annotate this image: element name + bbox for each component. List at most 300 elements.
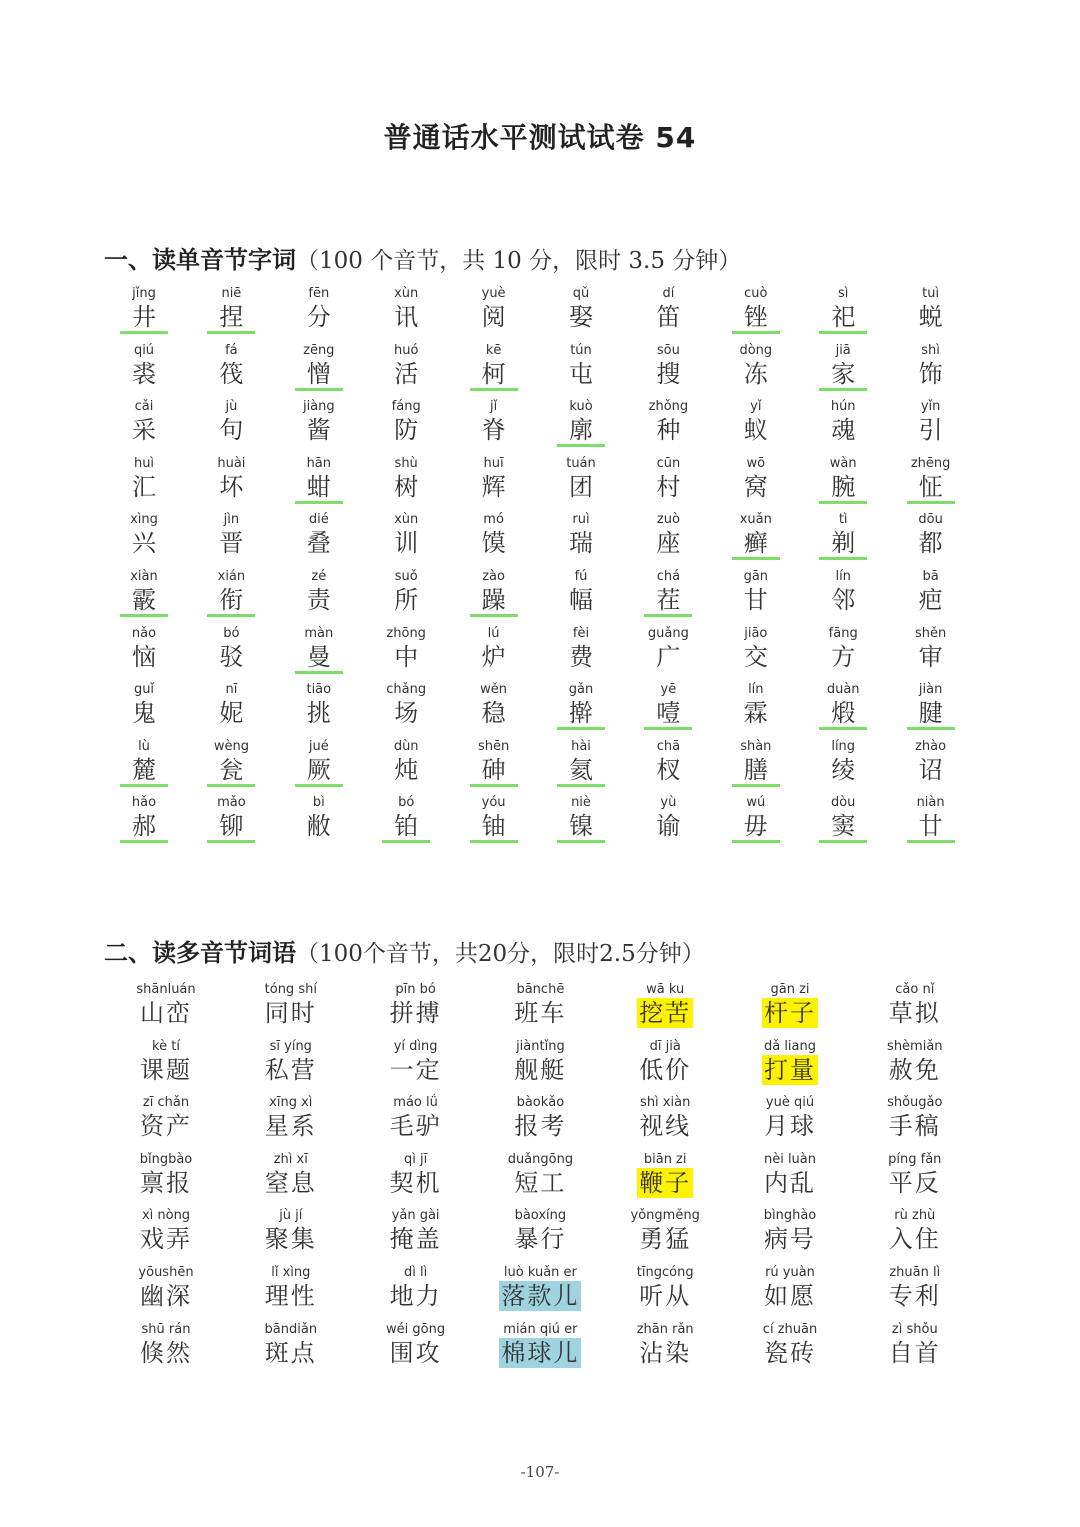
hanzi: 饰 — [918, 359, 943, 388]
hanzi: 膳 — [743, 755, 768, 784]
pinyin: shēn — [477, 738, 510, 754]
underline-mark — [907, 501, 955, 504]
table-row — [110, 1208, 990, 1265]
word-cell — [187, 343, 275, 389]
pinyin: shì xiàn — [640, 1095, 691, 1111]
pinyin: cūn — [656, 455, 681, 471]
word-cell — [537, 456, 625, 502]
hanzi: 霰 — [132, 585, 156, 614]
underline-mark — [732, 331, 780, 334]
pinyin: cǎi — [134, 399, 154, 415]
pinyin: tuì — [922, 286, 940, 301]
word: 报考 — [514, 1112, 567, 1141]
hanzi: 炖 — [394, 755, 419, 784]
word-cell — [624, 512, 712, 558]
word-cell — [360, 1322, 472, 1368]
underline-mark — [819, 727, 867, 730]
pinyin: sī yíng — [269, 1038, 312, 1054]
word-cell — [537, 626, 625, 672]
pinyin: shěn — [914, 625, 947, 641]
hanzi: 窦 — [831, 812, 856, 841]
hanzi: 铆 — [219, 812, 244, 841]
word-cell — [734, 982, 846, 1028]
pinyin: dì lì — [403, 1264, 428, 1280]
hanzi: 煅 — [831, 699, 856, 728]
word: 低价 — [639, 1055, 692, 1084]
table-row — [100, 626, 975, 683]
pinyin: kē — [485, 342, 502, 358]
pinyin: qǔ — [572, 286, 590, 301]
word-cell — [450, 456, 538, 502]
hanzi: 蚶 — [306, 472, 331, 501]
underline-mark — [732, 784, 780, 787]
hanzi: 晋 — [219, 529, 244, 558]
pinyin: nǎo — [131, 625, 157, 641]
pinyin: fāng — [828, 625, 858, 641]
underline-mark — [732, 557, 780, 560]
pinyin: yǎn gài — [391, 1208, 440, 1224]
pinyin: gǎn — [568, 682, 594, 698]
pinyin: xiàn — [130, 568, 158, 584]
pinyin: bā — [922, 568, 939, 584]
pinyin: bǐngbào — [139, 1151, 193, 1167]
pinyin: duǎngōng — [507, 1151, 574, 1167]
pinyin: yǐ — [750, 399, 762, 415]
pinyin: jù jí — [279, 1208, 303, 1224]
pinyin: zì shǒu — [891, 1321, 938, 1337]
word-cell — [624, 626, 712, 672]
hanzi: 蜕 — [918, 303, 943, 331]
pinyin: kuò — [569, 399, 593, 415]
pinyin: wěn — [480, 682, 508, 698]
word-cell — [100, 739, 188, 785]
word-cell — [887, 626, 975, 672]
hanzi: 癣 — [743, 529, 768, 558]
word: 沾染 — [639, 1338, 692, 1367]
word-cell — [235, 1322, 347, 1368]
word-cell — [484, 1265, 596, 1311]
word: 短工 — [514, 1168, 567, 1197]
pinyin: zhǒng — [648, 399, 689, 415]
hanzi: 引 — [918, 416, 943, 445]
hanzi: 方 — [831, 642, 856, 671]
word: 契机 — [389, 1168, 442, 1197]
word-cell — [712, 626, 800, 672]
page-number: -107- — [520, 1463, 560, 1481]
table-row — [110, 1322, 990, 1379]
word-cell — [859, 982, 971, 1028]
hanzi: 剃 — [831, 529, 856, 558]
hanzi: 中 — [394, 642, 419, 671]
word: 听从 — [639, 1281, 692, 1310]
word-cell — [450, 739, 538, 785]
word-cell — [100, 512, 188, 558]
hanzi: 娶 — [569, 303, 593, 331]
pinyin: rú yuàn — [765, 1264, 815, 1280]
hanzi: 种 — [656, 416, 681, 445]
pinyin: dùn — [393, 738, 419, 754]
pinyin: bānchē — [516, 982, 565, 997]
hanzi: 谕 — [656, 812, 681, 841]
pinyin: jǐ — [489, 399, 498, 415]
highlighted-word: 打量 — [764, 1055, 816, 1084]
word-cell — [235, 1039, 347, 1085]
pinyin: zé — [311, 568, 327, 584]
word-cell — [734, 1208, 846, 1254]
hanzi: 采 — [132, 416, 156, 445]
word: 草拟 — [888, 999, 941, 1027]
word-cell — [859, 1265, 971, 1311]
word-cell — [110, 1095, 222, 1141]
hanzi: 蚁 — [743, 416, 768, 445]
word-cell — [537, 569, 625, 615]
pinyin: sì — [837, 286, 849, 301]
pinyin: pīn bó — [395, 982, 436, 997]
word-cell — [624, 569, 712, 615]
hanzi: 训 — [394, 529, 419, 558]
word-cell — [110, 1265, 222, 1311]
pinyin: jǐng — [132, 286, 156, 301]
pinyin: fēn — [308, 286, 330, 301]
word-cell — [484, 1039, 596, 1085]
pinyin: xuǎn — [739, 512, 772, 528]
pinyin: jiā — [835, 342, 851, 358]
word-cell — [100, 343, 188, 389]
underline-mark — [207, 331, 255, 334]
underline-mark — [207, 784, 255, 787]
pinyin: niè — [571, 795, 591, 811]
pinyin: yuè — [481, 286, 506, 301]
pinyin: wú — [746, 795, 766, 811]
word: 幽深 — [140, 1281, 192, 1310]
word-cell — [734, 1265, 846, 1311]
pinyin: niàn — [916, 795, 945, 811]
pinyin: tì — [838, 512, 848, 528]
word: 赦免 — [888, 1055, 941, 1084]
word-cell — [187, 456, 275, 502]
word-cell — [799, 512, 887, 558]
pinyin: huī — [483, 455, 504, 471]
word-cell — [187, 286, 275, 332]
underline-mark — [819, 331, 867, 334]
pinyin: jiāo — [744, 625, 768, 641]
hanzi: 曼 — [306, 642, 331, 671]
hanzi: 搜 — [656, 359, 681, 388]
underline-mark — [295, 671, 343, 674]
underline-mark — [557, 840, 605, 843]
word-cell — [100, 399, 188, 445]
word: 瓷砖 — [764, 1338, 816, 1367]
word-cell — [859, 1322, 971, 1368]
word-cell — [537, 399, 625, 445]
word-cell — [734, 1322, 846, 1368]
word-cell — [799, 682, 887, 728]
pinyin: chā — [656, 738, 681, 754]
hanzi: 筏 — [219, 359, 244, 388]
pinyin: fú — [574, 568, 588, 584]
word-cell — [609, 982, 721, 1028]
word: 课题 — [140, 1055, 192, 1084]
hanzi: 责 — [306, 585, 331, 614]
pinyin: cǎo nǐ — [895, 982, 935, 997]
word-cell — [450, 569, 538, 615]
word-cell — [609, 1265, 721, 1311]
underline-mark — [295, 784, 343, 787]
hanzi: 防 — [394, 416, 419, 445]
highlighted-word: 落款儿 — [501, 1281, 580, 1310]
word-cell — [887, 739, 975, 785]
pinyin: hǎo — [131, 795, 157, 811]
hanzi: 柯 — [481, 359, 506, 388]
hanzi: 绫 — [831, 755, 856, 784]
pinyin: tiāo — [306, 682, 332, 698]
hanzi: 衔 — [219, 585, 244, 614]
word-cell — [187, 569, 275, 615]
word-cell — [450, 795, 538, 841]
hanzi: 炉 — [481, 642, 506, 671]
table-row — [110, 1265, 990, 1322]
word-cell — [275, 569, 363, 615]
hanzi: 分 — [306, 303, 331, 331]
hanzi: 井 — [132, 303, 156, 331]
hanzi: 麓 — [132, 755, 156, 784]
word-cell — [799, 456, 887, 502]
pinyin: shèmiǎn — [887, 1038, 943, 1054]
pinyin: shù — [394, 455, 418, 471]
hanzi: 捏 — [219, 303, 244, 331]
word-cell — [609, 1208, 721, 1254]
table-row — [110, 982, 990, 1039]
hanzi: 魂 — [831, 416, 856, 445]
pinyin: huó — [393, 342, 419, 358]
pinyin: wō — [746, 455, 766, 471]
hanzi: 汇 — [132, 472, 156, 501]
word: 理性 — [264, 1281, 317, 1310]
pinyin: lín — [748, 682, 764, 698]
pinyin: tóng shí — [264, 982, 317, 997]
word-cell — [537, 343, 625, 389]
pinyin: tīngcóng — [636, 1264, 694, 1280]
word-cell — [712, 739, 800, 785]
table-row — [100, 682, 975, 739]
word: 暴行 — [514, 1225, 567, 1254]
word-cell — [275, 512, 363, 558]
word-cell — [450, 286, 538, 332]
hanzi: 氦 — [569, 755, 593, 784]
word-cell — [887, 512, 975, 558]
pinyin: shàn — [740, 738, 772, 754]
hanzi: 瓮 — [219, 755, 244, 784]
word: 入住 — [888, 1225, 941, 1254]
pinyin: bàoxíng — [514, 1208, 567, 1224]
hanzi: 毋 — [743, 812, 768, 841]
word-cell — [275, 795, 363, 841]
hanzi: 窝 — [743, 472, 768, 501]
hanzi: 所 — [394, 585, 419, 614]
word-cell — [362, 343, 450, 389]
pinyin: rù zhù — [894, 1208, 936, 1224]
pinyin: gān — [743, 568, 769, 584]
hanzi: 腕 — [831, 472, 856, 501]
pinyin: yù — [660, 795, 677, 811]
word-cell — [362, 512, 450, 558]
pinyin: fáng — [391, 399, 421, 415]
word-cell — [624, 343, 712, 389]
underline-mark — [819, 388, 867, 391]
word-cell — [887, 286, 975, 332]
hanzi: 铀 — [481, 812, 506, 841]
word-cell — [110, 1322, 222, 1368]
pinyin: suǒ — [394, 568, 418, 584]
pinyin: xìng — [130, 512, 158, 528]
underline-mark — [819, 501, 867, 504]
pinyin: niē — [221, 286, 242, 301]
word: 毛驴 — [389, 1112, 442, 1141]
hanzi: 活 — [394, 359, 419, 388]
word-cell — [275, 739, 363, 785]
word-cell — [235, 1152, 347, 1198]
table-row — [100, 569, 975, 626]
word: 班车 — [514, 999, 567, 1027]
hanzi: 句 — [219, 416, 244, 445]
pinyin: lǐ xìng — [271, 1264, 311, 1280]
word: 自首 — [888, 1338, 941, 1367]
pinyin: qiú — [133, 342, 155, 358]
underline-mark — [470, 840, 518, 843]
pinyin: dí — [662, 286, 675, 301]
section-2-heading — [104, 933, 705, 968]
pinyin: kè tí — [152, 1038, 180, 1054]
pinyin: jù — [225, 399, 238, 415]
word-cell — [360, 1095, 472, 1141]
word-cell — [712, 456, 800, 502]
pinyin: xùn — [394, 512, 419, 528]
page-title: 普通话水平测试试卷 54 — [383, 121, 697, 154]
pinyin: dōu — [918, 512, 943, 528]
table-row — [110, 1152, 990, 1209]
pinyin: qì jī — [403, 1151, 428, 1167]
hanzi: 酱 — [306, 416, 331, 445]
word-cell — [450, 512, 538, 558]
pinyin: luò kuǎn er — [503, 1264, 577, 1280]
pinyin: guǐ — [133, 682, 155, 698]
hanzi: 噎 — [656, 699, 681, 728]
word-cell — [624, 682, 712, 728]
hanzi: 审 — [918, 642, 943, 671]
pinyin: màn — [304, 625, 334, 641]
word: 斑点 — [264, 1338, 317, 1367]
pinyin: zhōng — [386, 625, 426, 641]
word: 勇猛 — [639, 1225, 692, 1254]
word-cell — [362, 739, 450, 785]
word-cell — [799, 739, 887, 785]
word-cell — [624, 456, 712, 502]
word: 星系 — [264, 1112, 317, 1141]
word-cell — [360, 1152, 472, 1198]
pinyin: huài — [217, 455, 246, 471]
hanzi: 疤 — [918, 585, 943, 614]
pinyin: fá — [225, 342, 238, 358]
pinyin: dī jià — [649, 1038, 681, 1054]
pinyin: bàokǎo — [516, 1095, 565, 1111]
word: 地力 — [389, 1281, 442, 1310]
pinyin: shū rán — [141, 1321, 191, 1337]
pinyin: bó — [398, 795, 415, 811]
word-cell — [887, 795, 975, 841]
word-cell — [187, 399, 275, 445]
word-cell — [799, 569, 887, 615]
word-cell — [537, 739, 625, 785]
pinyin: jiàntǐng — [516, 1038, 565, 1054]
word: 私营 — [264, 1055, 317, 1084]
word-cell — [712, 682, 800, 728]
word-cell — [187, 739, 275, 785]
hanzi: 砷 — [481, 755, 506, 784]
pinyin: yǐn — [920, 399, 941, 415]
highlighted-word: 棉球儿 — [501, 1338, 580, 1367]
word-cell — [450, 399, 538, 445]
hanzi: 冻 — [743, 359, 768, 388]
word-cell — [110, 1208, 222, 1254]
pinyin: zào — [482, 568, 505, 584]
pinyin: jué — [308, 738, 329, 754]
pinyin: gān zi — [770, 982, 810, 997]
word-cell — [100, 286, 188, 332]
hanzi: 村 — [656, 472, 681, 501]
pinyin: dǎ liang — [763, 1038, 817, 1054]
pinyin: sōu — [656, 342, 680, 358]
word: 窒息 — [264, 1168, 317, 1197]
pinyin: yē — [660, 682, 677, 698]
hanzi: 妮 — [219, 699, 244, 728]
pinyin: yuè qiú — [765, 1095, 815, 1111]
underline-mark — [470, 388, 518, 391]
word: 视线 — [639, 1112, 692, 1141]
hanzi: 腱 — [918, 699, 943, 728]
underline-mark — [470, 784, 518, 787]
hanzi: 祀 — [831, 303, 856, 331]
section-2-title: 二、读多音节词语 — [104, 939, 296, 967]
word-cell — [537, 795, 625, 841]
word: 山峦 — [140, 999, 192, 1027]
hanzi: 馍 — [481, 529, 506, 558]
word-cell — [609, 1152, 721, 1198]
word-cell — [362, 399, 450, 445]
word-cell — [187, 795, 275, 841]
word-cell — [859, 1095, 971, 1141]
pinyin: nī — [225, 682, 238, 698]
hanzi: 邻 — [831, 585, 856, 614]
underline-mark — [644, 727, 692, 730]
word-cell — [799, 626, 887, 672]
pinyin: mó — [483, 512, 504, 528]
word-cell — [712, 343, 800, 389]
word: 围攻 — [389, 1338, 442, 1367]
highlighted-word: 杆子 — [764, 999, 816, 1027]
underline-mark — [382, 840, 430, 843]
pinyin: biān zi — [643, 1151, 687, 1167]
word-cell — [450, 682, 538, 728]
word-cell — [887, 569, 975, 615]
word-cell — [799, 399, 887, 445]
word-cell — [100, 626, 188, 672]
hanzi: 团 — [569, 472, 593, 501]
underline-mark — [557, 444, 605, 447]
word-cell — [484, 982, 596, 1028]
pinyin: duàn — [826, 682, 860, 698]
word-cell — [360, 1265, 472, 1311]
section-1-note: （100 个音节，共 10 分，限时 3.5 分钟） — [296, 248, 742, 274]
